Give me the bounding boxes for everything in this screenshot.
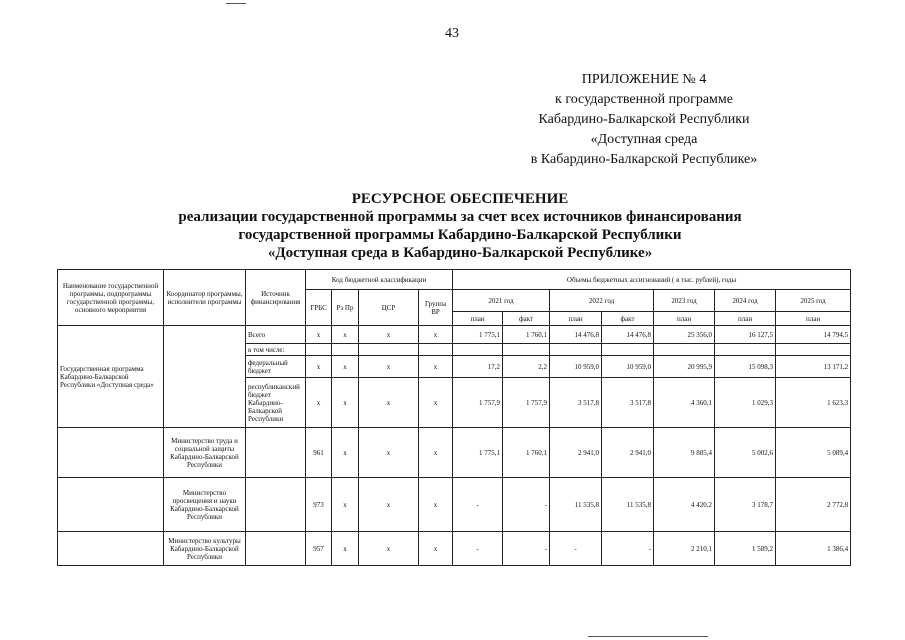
value-cell: - bbox=[453, 532, 503, 566]
rzpr-cell: x bbox=[332, 532, 359, 566]
vr-cell: x bbox=[419, 326, 453, 344]
value-cell: 1 029,3 bbox=[715, 378, 776, 428]
value-cell: 2,2 bbox=[503, 356, 550, 378]
name-cell bbox=[58, 478, 164, 532]
header-csr: ЦСР bbox=[359, 290, 419, 326]
title-line: реализации государственной программы за счет всех источников финансирования bbox=[178, 209, 742, 225]
source-cell bbox=[246, 428, 306, 478]
value-cell: 1 760,1 bbox=[503, 428, 550, 478]
vr-cell: x bbox=[419, 356, 453, 378]
source-cell: федеральный бюджет bbox=[246, 356, 306, 378]
csr-cell: x bbox=[359, 428, 419, 478]
value-cell: 2 941,0 bbox=[602, 428, 654, 478]
rzpr-cell: x bbox=[332, 478, 359, 532]
appendix-line: ПРИЛОЖЕНИЕ № 4 bbox=[581, 72, 707, 87]
header-fact: факт bbox=[503, 312, 550, 326]
header-fact: факт bbox=[602, 312, 654, 326]
name-cell bbox=[58, 428, 164, 478]
value-cell: - bbox=[503, 478, 550, 532]
csr-cell: x bbox=[359, 356, 419, 378]
csr-cell: x bbox=[359, 478, 419, 532]
appendix-line: Кабардино-Балкарской Республики bbox=[538, 112, 750, 127]
value-cell: 14 476,8 bbox=[550, 326, 602, 344]
name-cell bbox=[58, 532, 164, 566]
value-cell: 3 517,8 bbox=[602, 378, 654, 428]
value-cell: 2 210,1 bbox=[654, 532, 715, 566]
value-cell: 11 535,8 bbox=[550, 478, 602, 532]
header-source: Источник финансирования bbox=[246, 270, 306, 326]
header-volumes: Объемы бюджетных ассигнований ( в тыс. рублей), годы bbox=[453, 270, 851, 290]
value-cell: 9 885,4 bbox=[654, 428, 715, 478]
value-cell: 15 098,3 bbox=[715, 356, 776, 378]
value-cell: 13 171,2 bbox=[776, 356, 851, 378]
value-cell: 16 127,5 bbox=[715, 326, 776, 344]
rzpr-cell: x bbox=[332, 326, 359, 344]
header-coordinator: Координатор программы, исполнители программы bbox=[164, 270, 246, 326]
value-cell: 10 959,0 bbox=[602, 356, 654, 378]
value-cell: 1 775,1 bbox=[453, 326, 503, 344]
header-rzpr: Рз Пр bbox=[332, 290, 359, 326]
value-cell: - bbox=[453, 478, 503, 532]
value-cell: 1 775,1 bbox=[453, 428, 503, 478]
value-cell: 4 420,2 bbox=[654, 478, 715, 532]
value-cell: 1 386,4 bbox=[776, 532, 851, 566]
coordinator-cell bbox=[164, 326, 246, 428]
header-budget-code: Код бюджетной классификации bbox=[306, 270, 453, 290]
value-cell: 2 772,8 bbox=[776, 478, 851, 532]
header-2023: 2023 год bbox=[654, 290, 715, 312]
table-row bbox=[58, 428, 851, 478]
vr-cell: x bbox=[419, 378, 453, 428]
appendix-line: в Кабардино-Балкарской Республике» bbox=[530, 152, 758, 167]
title-line: РЕСУРСНОЕ ОБЕСПЕЧЕНИЕ bbox=[351, 191, 569, 207]
resource-table bbox=[57, 269, 851, 566]
vr-cell: x bbox=[419, 532, 453, 566]
coordinator-cell: Министерство культуры Кабардино-Балкарской Республики bbox=[164, 532, 246, 566]
value-cell: 10 959,0 bbox=[550, 356, 602, 378]
grbs-cell: 961 bbox=[306, 428, 332, 478]
rzpr-cell: x bbox=[332, 428, 359, 478]
source-cell bbox=[246, 532, 306, 566]
grbs-cell: x bbox=[306, 326, 332, 344]
grbs-cell: x bbox=[306, 356, 332, 378]
header-vr: Группа ВР bbox=[419, 290, 453, 326]
header-name: Наименование государственной программы, подпрограммы государственной программы, основного мероприятия bbox=[58, 270, 164, 326]
page-number: 43 bbox=[445, 26, 459, 41]
vr-cell: x bbox=[419, 428, 453, 478]
header-2021: 2021 год bbox=[453, 290, 550, 312]
rzpr-cell: x bbox=[332, 378, 359, 428]
value-cell: 4 360,1 bbox=[654, 378, 715, 428]
coordinator-cell: Министерство труда и социальной защиты Кабардино-Балкарской Республики bbox=[164, 428, 246, 478]
value-cell: - bbox=[602, 532, 654, 566]
header-plan: план bbox=[453, 312, 503, 326]
value-cell: 5 002,6 bbox=[715, 428, 776, 478]
value-cell: 3 517,8 bbox=[550, 378, 602, 428]
document-title bbox=[120, 190, 800, 262]
value-cell: 1 623,3 bbox=[776, 378, 851, 428]
value-cell: 20 995,9 bbox=[654, 356, 715, 378]
scan-artifact-bottom bbox=[588, 636, 708, 637]
value-cell: 2 941,0 bbox=[550, 428, 602, 478]
rzpr-cell: x bbox=[332, 356, 359, 378]
program-name: Государственная программа Кабардино-Балкарской Республики «Доступная среда» bbox=[58, 326, 164, 428]
value-cell: 11 535,8 bbox=[602, 478, 654, 532]
header-2025: 2025 год bbox=[776, 290, 851, 312]
table-row bbox=[58, 532, 851, 566]
grbs-cell: 973 bbox=[306, 478, 332, 532]
csr-cell: x bbox=[359, 378, 419, 428]
value-cell: 25 356,0 bbox=[654, 326, 715, 344]
value-cell: 14 794,5 bbox=[776, 326, 851, 344]
table-row bbox=[58, 326, 851, 344]
value-cell: - bbox=[503, 532, 550, 566]
appendix-header bbox=[479, 70, 809, 170]
value-cell: 1 760,1 bbox=[503, 326, 550, 344]
csr-cell: x bbox=[359, 326, 419, 344]
table-row bbox=[58, 478, 851, 532]
scan-artifact-top bbox=[226, 3, 246, 4]
coordinator-cell: Министерство просвещения и науки Кабардино-Балкарской Республики bbox=[164, 478, 246, 532]
value-cell: - bbox=[550, 532, 602, 566]
header-2024: 2024 год bbox=[715, 290, 776, 312]
header-grbs: ГРБС bbox=[306, 290, 332, 326]
source-cell: в том числе: bbox=[246, 344, 306, 356]
header-plan: план bbox=[715, 312, 776, 326]
header-plan: план bbox=[776, 312, 851, 326]
source-cell: республиканский бюджет Кабардино-Балкарской Республики bbox=[246, 378, 306, 428]
csr-cell: x bbox=[359, 532, 419, 566]
header-2022: 2022 год bbox=[550, 290, 654, 312]
title-line: государственной программы Кабардино-Балкарской Республики bbox=[238, 227, 682, 243]
value-cell: 17,2 bbox=[453, 356, 503, 378]
value-cell: 3 178,7 bbox=[715, 478, 776, 532]
vr-cell: x bbox=[419, 478, 453, 532]
source-cell: Всего bbox=[246, 326, 306, 344]
value-cell: 14 476,8 bbox=[602, 326, 654, 344]
value-cell: 1 757,9 bbox=[453, 378, 503, 428]
value-cell: 5 089,4 bbox=[776, 428, 851, 478]
grbs-cell: x bbox=[306, 378, 332, 428]
appendix-line: к государственной программе bbox=[555, 92, 733, 107]
title-line: «Доступная среда в Кабардино-Балкарской Республике» bbox=[267, 245, 653, 261]
value-cell: 1 589,2 bbox=[715, 532, 776, 566]
header-plan: план bbox=[550, 312, 602, 326]
appendix-line: «Доступная среда bbox=[590, 132, 698, 147]
source-cell bbox=[246, 478, 306, 532]
value-cell: 1 757,9 bbox=[503, 378, 550, 428]
header-plan: план bbox=[654, 312, 715, 326]
grbs-cell: 957 bbox=[306, 532, 332, 566]
